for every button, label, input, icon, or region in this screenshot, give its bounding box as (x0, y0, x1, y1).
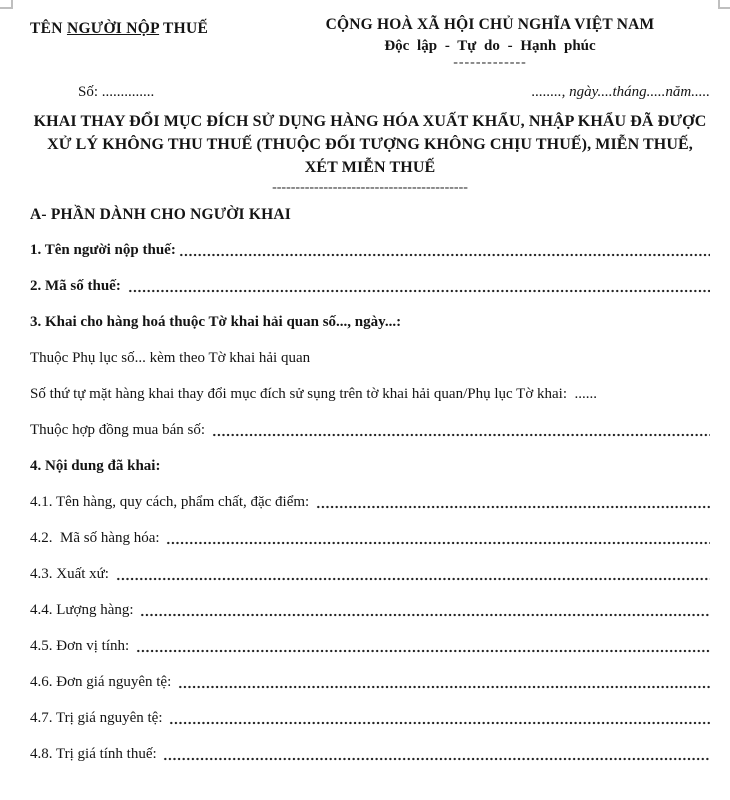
form-line (30, 600, 710, 621)
form-line (30, 456, 710, 477)
dotted-leader (128, 276, 710, 297)
taxpayer-name-heading (30, 20, 208, 71)
form-line (30, 492, 710, 513)
form-line (30, 564, 710, 585)
national-header (270, 16, 710, 71)
national-motto: Độc lập - Tự do - Hạnh phúc (384, 38, 596, 54)
form-line-label: 4.8. Trị giá tính thuế: (30, 746, 161, 762)
dotted-leader (163, 744, 710, 765)
dotted-leader (178, 672, 710, 693)
cutoff-box-top-right (718, 0, 730, 9)
taxpayer-suffix: THUẾ (159, 20, 209, 37)
form-line (30, 276, 710, 297)
form-line (30, 240, 710, 261)
form-line-label: 1. Tên người nộp thuế: (30, 242, 176, 258)
form-line (30, 384, 710, 405)
form-line-label: 3. Khai cho hàng hoá thuộc Tờ khai hải quan số..., ngày...: (30, 314, 402, 330)
document-title: KHAI THAY ĐỔI MỤC ĐÍCH SỬ DỤNG HÀNG HÓA XUẤT KHẨU, NHẬP KHẨU ĐÃ ĐƯỢC XỬ LÝ KHÔNG THU THUẾ (THUỘC ĐỐI TƯỢNG KHÔNG CHỊU THUẾ), MIỄN THUẾ, XÉT MIỄN THUẾ (33, 113, 707, 176)
section-a-heading: A- PHẦN DÀNH CHO NGƯỜI KHAI (30, 206, 291, 223)
form-line-label: 4.6. Đơn giá nguyên tệ: (30, 674, 175, 690)
form-line-label: Số thứ tự mặt hàng khai thay đổi mục đích sử sụng trên tờ khai hải quan/Phụ lục Tờ khai: ...... (30, 386, 597, 402)
dotted-leader (136, 636, 710, 657)
dotted-leader (316, 492, 710, 513)
form-line-label: 2. Mã số thuế: (30, 278, 125, 294)
form-lines-container (30, 240, 710, 765)
dotted-leader (140, 600, 710, 621)
form-line-label: 4.3. Xuất xứ: (30, 566, 113, 582)
form-line-label: 4.4. Lượng hàng: (30, 602, 138, 618)
document-number-field: Số: .............. (78, 84, 155, 100)
form-line-label: 4.1. Tên hàng, quy cách, phẩm chất, đặc điểm: (30, 494, 313, 510)
dotted-leader (212, 420, 710, 441)
form-line (30, 348, 710, 369)
form-line-label: 4.2. Mã số hàng hóa: (30, 530, 164, 546)
form-line-label: Thuộc hợp đồng mua bán số: (30, 422, 209, 438)
form-line (30, 636, 710, 657)
form-line (30, 708, 710, 729)
taxpayer-prefix: TÊN (30, 20, 67, 37)
document-header (30, 16, 710, 71)
dotted-leader (169, 708, 710, 729)
taxpayer-underlined: NGƯỜI NỘP (66, 20, 160, 37)
national-title: CỘNG HOÀ XÃ HỘI CHỦ NGHĨA VIỆT NAM (325, 16, 655, 33)
form-line-label: 4.7. Trị giá nguyên tệ: (30, 710, 167, 726)
title-divider: ------------------------------------------ (272, 180, 468, 195)
cutoff-box-top-left (0, 0, 13, 9)
motto-divider: ------------- (453, 55, 527, 70)
form-line (30, 312, 710, 333)
number-date-row (30, 84, 710, 101)
form-line-label: Thuộc Phụ lục số... kèm theo Tờ khai hải quan (30, 350, 311, 366)
form-line (30, 420, 710, 441)
form-line (30, 672, 710, 693)
dotted-leader (179, 240, 710, 261)
dotted-leader (166, 528, 710, 549)
form-line (30, 528, 710, 549)
date-field: ........, ngày....tháng.....năm..... (531, 84, 710, 100)
form-line-label: 4.5. Đơn vị tính: (30, 638, 133, 654)
form-line-label: 4. Nội dung đã khai: (30, 458, 161, 474)
dotted-leader (116, 564, 710, 585)
form-line (30, 744, 710, 765)
